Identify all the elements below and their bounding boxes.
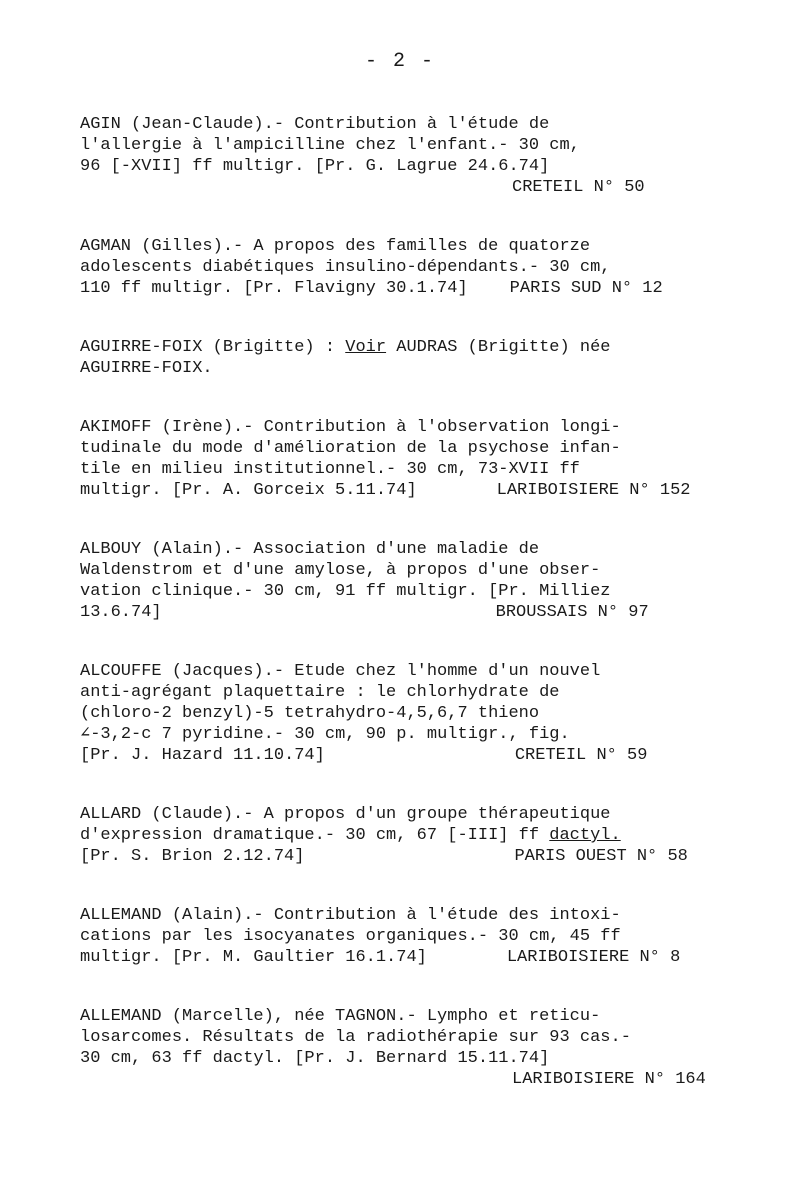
page-number: - 2 - <box>364 50 435 73</box>
entry-line: l'allergie à l'ampicilline chez l'enfant.- 30 cm, <box>80 136 580 155</box>
entry-text: 13.6.74] <box>80 603 162 622</box>
entry-line: ALBOUY (Alain).- Association d'une maladie de <box>80 540 540 559</box>
entry-line: anti-agrégant plaquettaire : le chlorhydrate de <box>80 683 560 702</box>
entry-line <box>80 602 740 623</box>
entry-text: multigr. [Pr. M. Gaultier 16.1.74] <box>80 948 427 967</box>
entry-line: losarcomes. Résultats de la radiothérapie sur 93 cas.- <box>80 1028 631 1047</box>
voir-link: Voir <box>345 338 387 357</box>
dactyl-underlined: dactyl. <box>549 826 621 845</box>
entry-text: 110 ff multigr. [Pr. Flavigny 30.1.74] <box>80 279 468 298</box>
entry-location: CRETEIL N° 59 <box>514 746 648 765</box>
entry-line: d'expression dramatique.- 30 cm, 67 [-III] ff dactyl. <box>80 826 621 845</box>
entry-allard <box>80 804 740 867</box>
entry-line: ALCOUFFE (Jacques).- Etude chez l'homme d'un nouvel <box>80 662 601 681</box>
entry-location: PARIS OUEST N° 58 <box>514 847 688 866</box>
entry-line: AKIMOFF (Irène).- Contribution à l'observation longi- <box>80 418 621 437</box>
entry-text: multigr. [Pr. A. Gorceix 5.11.74] <box>80 481 417 500</box>
entry-agman <box>80 236 740 299</box>
entry-aguirre-foix <box>80 337 740 379</box>
entry-text: [Pr. S. Brion 2.12.74] <box>80 847 305 866</box>
entry-alcouffe <box>80 661 740 766</box>
entry-line: 96 [-XVII] ff multigr. [Pr. G. Lagrue 24.6.74] <box>80 157 550 176</box>
entry-line: ALLEMAND (Marcelle), née TAGNON.- Lympho et reticu- <box>80 1007 601 1026</box>
entry-location: LARIBOISIERE N° 164 <box>512 1070 706 1089</box>
entry-line: Waldenstrom et d'une amylose, à propos d'une obser- <box>80 561 601 580</box>
entry-line <box>80 846 740 867</box>
entry-location: BROUSSAIS N° 97 <box>495 603 649 622</box>
entry-line: AGUIRRE-FOIX. <box>80 359 213 378</box>
entry-line: cations par les isocyanates organiques.- 30 cm, 45 ff <box>80 927 621 946</box>
entry-line <box>80 745 740 766</box>
entry-akimoff <box>80 417 740 501</box>
entry-line <box>80 278 740 299</box>
entry-location: PARIS SUD N° 12 <box>509 279 663 298</box>
entry-list <box>80 114 740 1128</box>
entry-line: ∠-3,2-c 7 pyridine.- 30 cm, 90 p. multigr., fig. <box>80 725 570 744</box>
entry-line: tudinale du mode d'amélioration de la psychose infan- <box>80 439 621 458</box>
entry-location: LARIBOISIERE N° 152 <box>496 481 691 500</box>
entry-albouy <box>80 539 740 623</box>
entry-line: AGMAN (Gilles).- A propos des familles de quatorze <box>80 237 591 256</box>
entry-line: adolescents diabétiques insulino-dépendants.- 30 cm, <box>80 258 611 277</box>
entry-line: ALLARD (Claude).- A propos d'un groupe thérapeutique <box>80 805 611 824</box>
entry-location: LARIBOISIERE N° 8 <box>506 948 681 967</box>
entry-allemand-marcelle <box>80 1006 740 1090</box>
entry-line: tile en milieu institutionnel.- 30 cm, 73-XVII ff <box>80 460 580 479</box>
entry-line: AGIN (Jean-Claude).- Contribution à l'étude de <box>80 115 550 134</box>
entry-location: CRETEIL N° 50 <box>512 178 645 197</box>
entry-agin <box>80 114 740 198</box>
entry-line: vation clinique.- 30 cm, 91 ff multigr. [Pr. Milliez <box>80 582 611 601</box>
entry-line: AGUIRRE-FOIX (Brigitte) : Voir AUDRAS (Brigitte) née <box>80 338 611 357</box>
entry-line: (chloro-2 benzyl)-5 tetrahydro-4,5,6,7 thieno <box>80 704 540 723</box>
entry-line: ALLEMAND (Alain).- Contribution à l'étude des intoxi- <box>80 906 621 925</box>
entry-line <box>80 947 740 968</box>
entry-line: 30 cm, 63 ff dactyl. [Pr. J. Bernard 15.11.74] <box>80 1049 550 1068</box>
entry-line <box>80 480 740 501</box>
entry-text: [Pr. J. Hazard 11.10.74] <box>80 746 325 765</box>
entry-allemand-alain <box>80 905 740 968</box>
